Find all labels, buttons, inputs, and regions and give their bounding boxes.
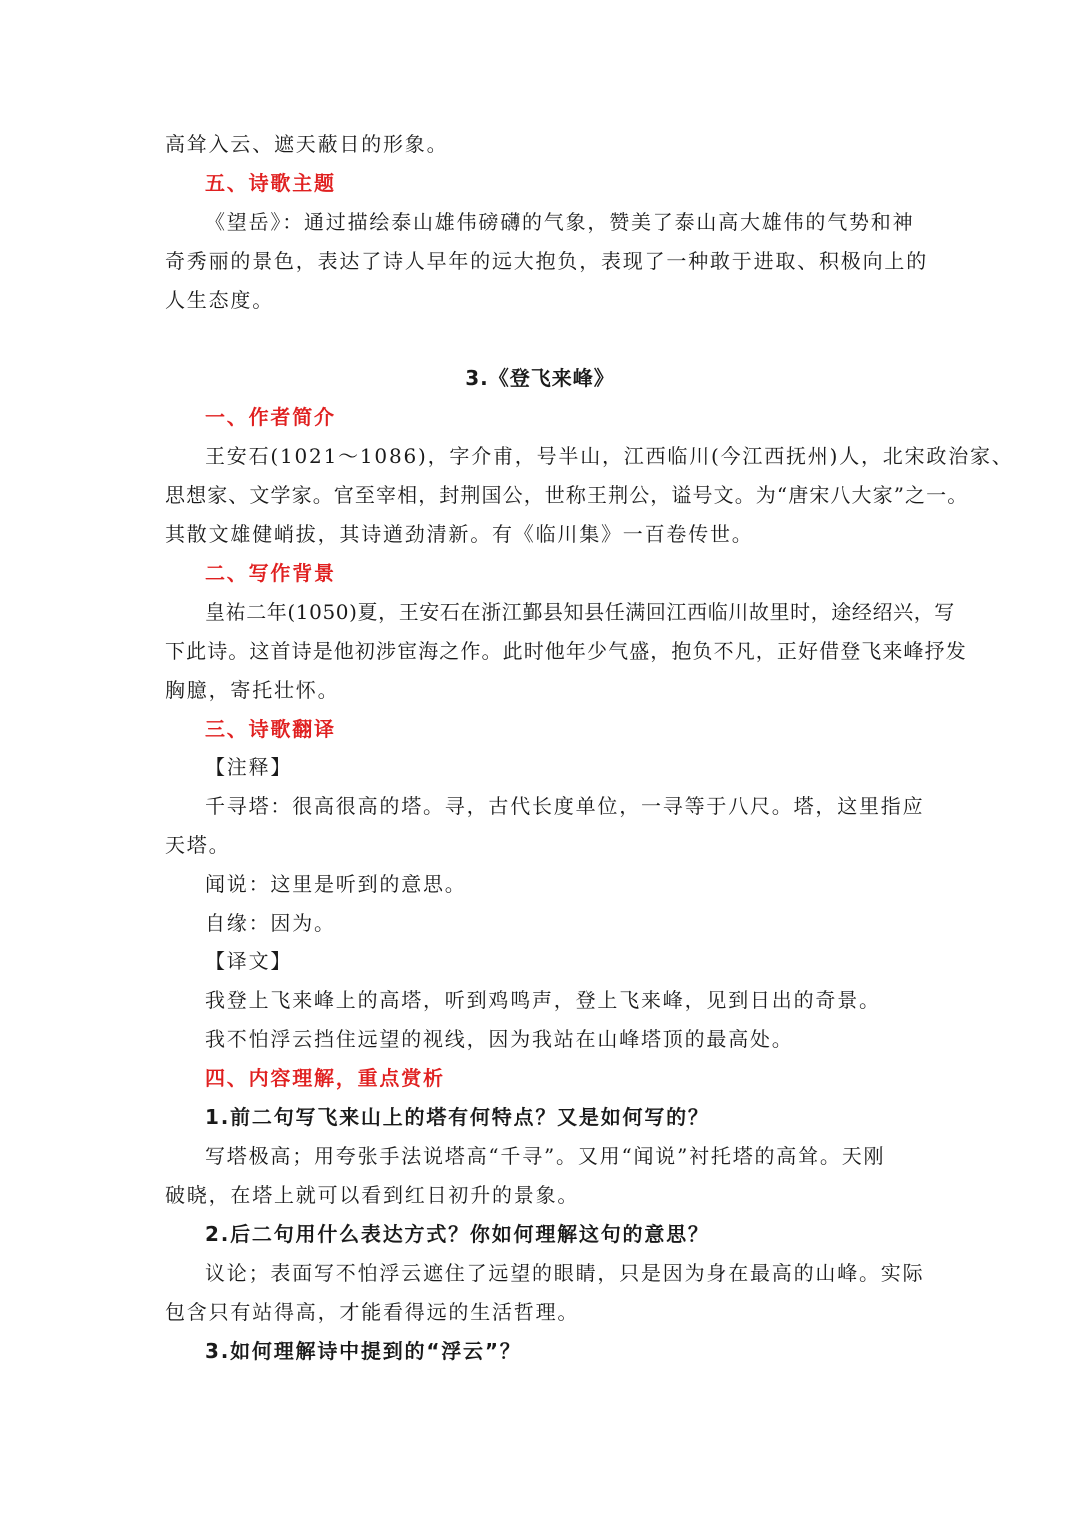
question-1: 1.前二句写飞来山上的塔有何特点？又是如何写的？ — [205, 1105, 710, 1129]
body-line: 人生态度。 — [165, 288, 274, 312]
body-line: 下此诗。这首诗是他初涉宦海之作。此时他年少气盛，抱负不凡，正好借登飞来峰抒发 — [165, 639, 967, 663]
body-line: 王安石(1021～1086)，字介甫，号半山，江西临川(今江西抚州)人，北宋政治家、 — [205, 444, 1014, 468]
body-line: 《望岳》：通过描绘泰山雄伟磅礴的气象，赞美了泰山高大雄伟的气势和神 — [205, 210, 915, 234]
body-line: 其散文雄健峭拔，其诗遒劲清新。有《临川集》一百卷传世。 — [165, 522, 754, 546]
body-line: 皇祐二年(1050)夏，王安石在浙江鄞县知县任满回江西临川故里时，途经绍兴，写 — [205, 600, 955, 624]
body-line: 胸臆，寄托壮怀。 — [165, 678, 340, 702]
poem-title: 3.《登飞来峰》 — [465, 366, 615, 390]
note-line: 自缘：因为。 — [205, 911, 336, 935]
answer-line: 议论；表面写不怕浮云遮住了远望的眼睛，只是因为身在最高的山峰。实际 — [205, 1261, 925, 1285]
note-line: 天塔。 — [165, 833, 231, 857]
question-3: 3.如何理解诗中提到的“浮云”？ — [205, 1339, 522, 1363]
question-2: 2.后二句用什么表达方式？你如何理解这句的意思？ — [205, 1222, 710, 1246]
section-heading-theme: 五、诗歌主题 — [205, 171, 336, 195]
notes-label: 【注释】 — [205, 755, 293, 779]
body-line: 奇秀丽的景色，表达了诗人早年的远大抱负，表现了一种敢于进取、积极向上的 — [165, 249, 928, 273]
note-line: 千寻塔：很高很高的塔。寻，古代长度单位，一寻等于八尺。塔，这里指应 — [205, 794, 925, 818]
answer-line: 包含只有站得高，才能看得远的生活哲理。 — [165, 1300, 580, 1324]
section-heading-background: 二、写作背景 — [205, 561, 336, 585]
body-line: 高耸入云、遮天蔽日的形象。 — [165, 132, 449, 156]
answer-line: 写塔极高；用夸张手法说塔高“千寻”。又用“闻说”衬托塔的高耸。天刚 — [205, 1144, 886, 1168]
translation-line: 我登上飞来峰上的高塔，听到鸡鸣声，登上飞来峰，见到日出的奇景。 — [205, 988, 881, 1012]
note-line: 闻说：这里是听到的意思。 — [205, 872, 467, 896]
answer-line: 破晓，在塔上就可以看到红日初升的景象。 — [165, 1183, 580, 1207]
translation-label: 【译文】 — [205, 949, 293, 973]
section-heading-analysis: 四、内容理解，重点赏析 — [205, 1066, 445, 1090]
section-heading-translation: 三、诗歌翻译 — [205, 717, 336, 741]
body-line: 思想家、文学家。官至宰相，封荆国公，世称王荆公，谥号文。为“唐宋八大家”之一。 — [165, 483, 969, 507]
section-heading-author: 一、作者简介 — [205, 405, 336, 429]
translation-line: 我不怕浮云挡住远望的视线，因为我站在山峰塔顶的最高处。 — [205, 1027, 794, 1051]
